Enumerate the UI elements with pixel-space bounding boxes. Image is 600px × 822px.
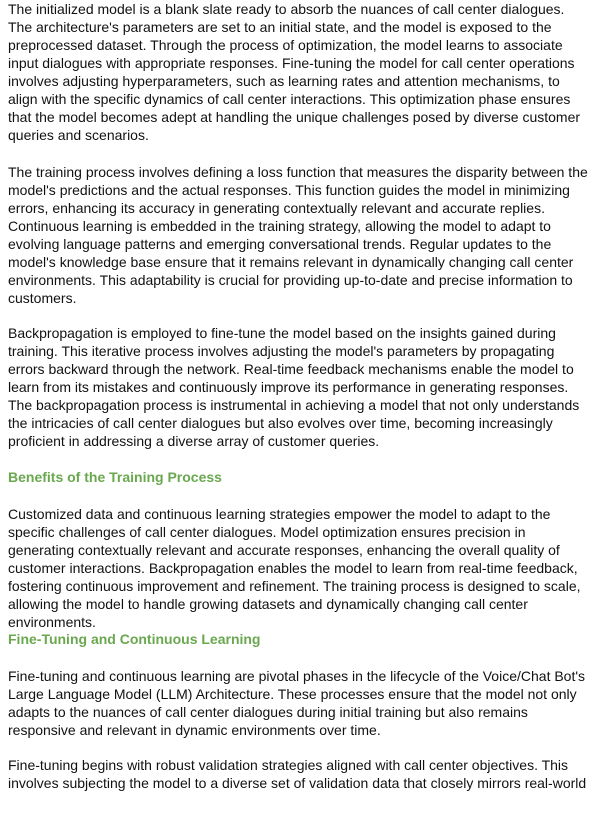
paragraph-training-loss: The training process involves defining a loss function that measures the disparity between the model's predictions and the actual responses. This function guides the model in minimizing errors, enhancing its accuracy in generating contextually relevant and accurate replies. Continuous learning is embedded in the training strategy, allowing the model to adapt to evolving language patterns and emerging conversational trends. Regular updates to the model's knowledge base ensure that it remains relevant in dynamically changing call center environments. This adaptability is crucial for providing up-to-date and precise information to customers.	[8, 164, 588, 306]
paragraph-fine-tuning-intro: Fine-tuning and continuous learning are pivotal phases in the lifecycle of the Voice/Chat Bot's Large Language Model (LLM) Architecture. These processes ensure that the model not only adapts to the nuances of call center dialogues during initial training but also remains responsive and relevant in dynamic environments over time.	[8, 668, 586, 738]
paragraph-backpropagation: Backpropagation is employed to fine-tune the model based on the insights gained during training. This iterative process involves adjusting the model's parameters by propagating errors backward through the network. Real-time feedback mechanisms enable the model to learn from its mistakes and continuously improve its performance in generating responses. The backpropagation process is instrumental in achieving a model that not only understands the intricacies of call center dialogues but also evolves over time, becoming increasingly proficient in addressing a diverse array of customer queries.	[8, 325, 580, 449]
paragraph-model-initialization: The initialized model is a blank slate ready to absorb the nuances of call center dialogues. The architecture's parameters are set to an initial state, and the model is exposed to the preprocessed dataset. Through the process of optimization, the model learns to associate input dialogues with appropriate responses. Fine-tuning the model for call center operations involves adjusting hyperparameters, such as learning rates and attention mechanisms, to align with the specific dynamics of call center interactions. This optimization phase ensures that the model becomes adept at handling the unique challenges posed by diverse customer queries and scenarios.	[8, 1, 581, 143]
heading-benefits: Benefits of the Training Process	[8, 469, 222, 485]
heading-fine-tuning: Fine-Tuning and Continuous Learning	[8, 631, 261, 647]
paragraph-benefits: Customized data and continuous learning strategies empower the model to adapt to the specific challenges of call center dialogues. Model optimization ensures precision in generating contextually relevant and accurate responses, enhancing the overall quality of customer interactions. Backpropagation enables the model to learn from real-time feedback, fostering continuous improvement and refinement. The training process is designed to scale, allowing the model to handle growing datasets and dynamically changing call center environments.	[8, 506, 581, 630]
paragraph-fine-tuning-validation: Fine-tuning begins with robust validation strategies aligned with call center objectives. This involves subjecting the model to a diverse set of validation data that closely mirrors real-world	[8, 757, 587, 791]
